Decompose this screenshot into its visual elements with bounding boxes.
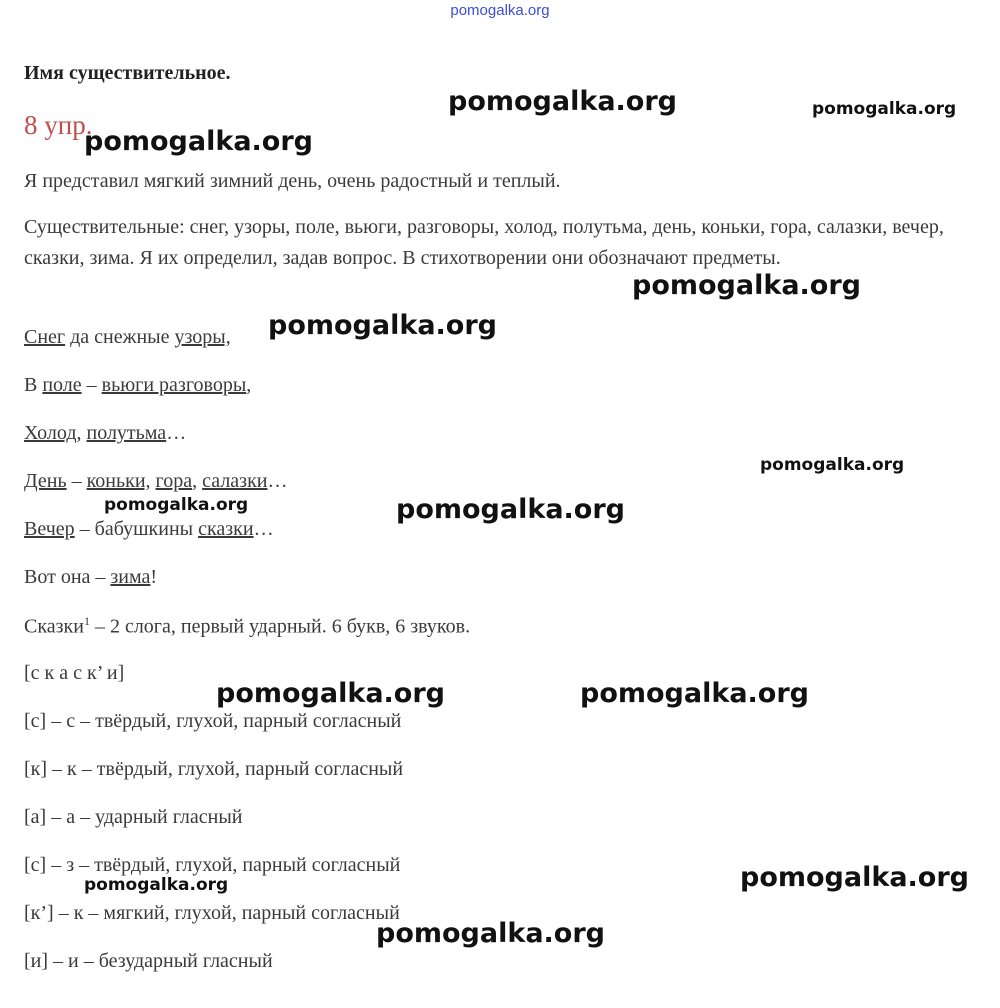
- watermark: pomogalka.org: [84, 875, 229, 895]
- text: – 2 слога, первый ударный. 6 букв, 6 звуков.: [89, 615, 471, 638]
- text: ,: [246, 374, 252, 396]
- top-watermark: pomogalka.org: [450, 2, 550, 19]
- poem-line-6: [24, 566, 157, 589]
- analysis-line: [24, 614, 470, 639]
- text: …: [253, 518, 274, 540]
- watermark: pomogalka.org: [632, 270, 861, 301]
- watermark: pomogalka.org: [376, 918, 605, 949]
- noun: сказки: [198, 518, 254, 540]
- noun: Холод,: [24, 422, 82, 444]
- watermark: pomogalka.org: [740, 862, 969, 893]
- poem-line-3: [24, 422, 186, 445]
- sound-line: [к] – к – твёрдый, глухой, парный согласный: [24, 758, 404, 780]
- poem-line-5: [24, 518, 274, 541]
- transcription: [с к а с к’ и]: [24, 662, 125, 684]
- watermark: pomogalka.org: [268, 310, 497, 341]
- text: да снежные: [65, 326, 175, 348]
- poem-line-1: [24, 326, 231, 349]
- watermark: pomogalka.org: [760, 455, 905, 475]
- text: …: [166, 422, 187, 444]
- watermark: pomogalka.org: [580, 678, 809, 709]
- poem-line-2: [24, 374, 251, 397]
- watermark: pomogalka.org: [216, 678, 445, 709]
- text: –: [66, 470, 87, 492]
- text: –: [81, 374, 102, 396]
- noun: Снег: [24, 326, 66, 348]
- analyzed-word: Сказки: [24, 615, 84, 638]
- text: В: [24, 374, 43, 396]
- text: Вот она –: [24, 566, 111, 588]
- watermark: pomogalka.org: [104, 495, 249, 515]
- watermark: pomogalka.org: [448, 86, 677, 117]
- noun: коньки,: [86, 470, 151, 492]
- noun: полутьма: [86, 422, 167, 444]
- noun: узоры,: [174, 326, 231, 348]
- noun: гора: [155, 470, 193, 492]
- section-heading: Имя существительное.: [24, 62, 231, 84]
- sentence-1: Я представил мягкий зимний день, очень радостный и теплый.: [24, 170, 561, 192]
- nouns-paragraph: Существительные: снег, узоры, поле, вьюги, разговоры, холод, полутьма, день, коньки, гора, салазки, вечер, сказки, зима. Я их определил, задав вопрос. В стихотворении они обозначают предметы.: [24, 216, 944, 269]
- sound-line: [с] – з – твёрдый, глухой, парный согласный: [24, 854, 401, 876]
- noun: салазки: [202, 470, 268, 492]
- noun: зима: [110, 566, 151, 588]
- text: !: [150, 566, 158, 588]
- sound-line: [а] – а – ударный гласный: [24, 806, 243, 828]
- text: ,: [192, 470, 203, 492]
- noun: поле: [42, 374, 82, 396]
- sound-line: [и] – и – безударный гласный: [24, 950, 273, 972]
- noun: Вечер: [24, 518, 75, 540]
- watermark: pomogalka.org: [396, 494, 625, 525]
- poem-line-4: [24, 470, 288, 493]
- watermark: pomogalka.org: [84, 126, 313, 157]
- exercise-number: 8 упр.: [24, 110, 93, 140]
- sound-line: [с] – с – твёрдый, глухой, парный согласный: [24, 710, 402, 732]
- noun: День: [24, 470, 67, 492]
- noun: вьюги разговоры: [101, 374, 247, 396]
- watermark: pomogalka.org: [812, 99, 957, 119]
- footnote-mark: 1: [83, 614, 90, 628]
- text: – бабушкины: [74, 518, 199, 540]
- text: …: [267, 470, 288, 492]
- sound-line: [к’] – к – мягкий, глухой, парный согласный: [24, 902, 400, 924]
